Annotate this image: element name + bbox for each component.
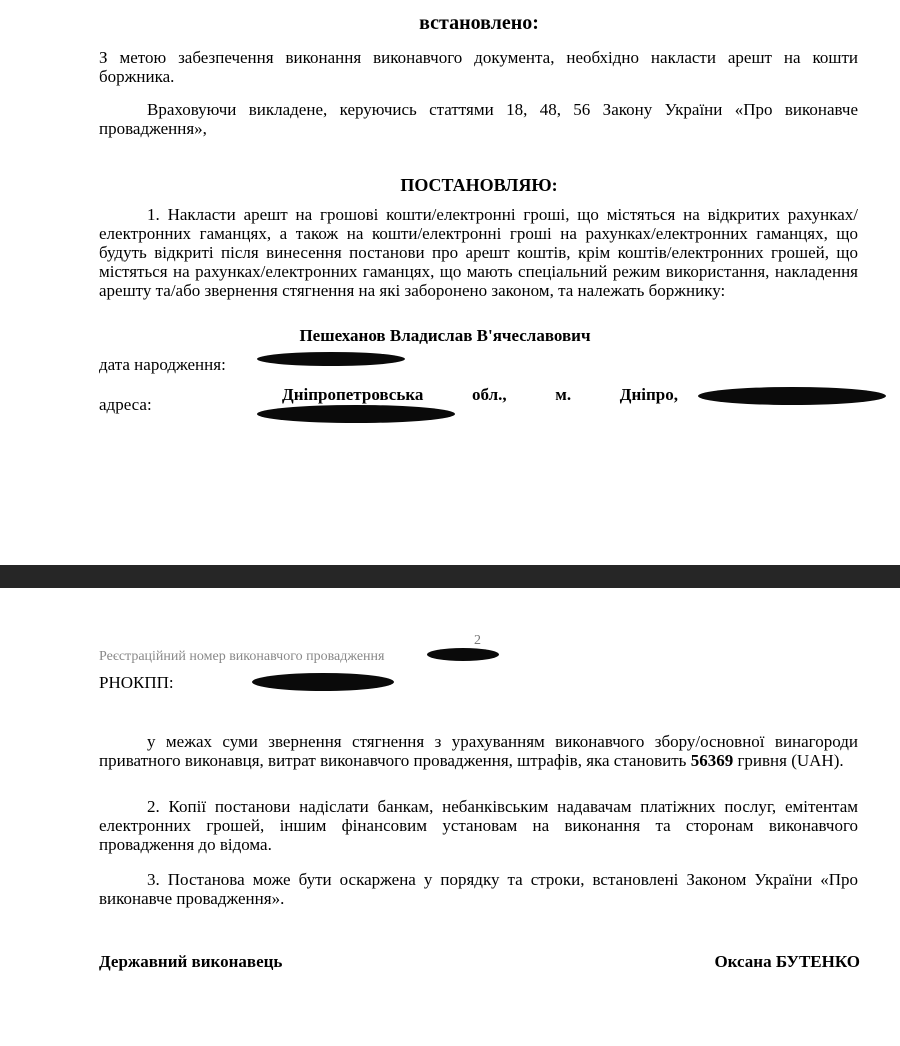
- amount-value: 56369: [690, 751, 734, 770]
- item-3-appeal: 3. Постанова може бути оскаржена у порядку та строки, встановлені Законом України «Про виконавче провадження».: [99, 870, 858, 908]
- page-number: 2: [474, 633, 481, 648]
- amount-text-before: у межах суми звернення стягнення з урахуванням виконавчого збору/основної винагороди приватного виконавця, витрат виконавчого провадження, штрафів, яка становить: [99, 732, 858, 770]
- paragraph-purpose: З метою забезпечення виконання виконавчого документа, необхідно накласти арешт на кошти боржника.: [99, 48, 858, 86]
- redacted-address-street: [698, 387, 886, 405]
- redacted-registration-number: [427, 648, 499, 661]
- heading-resolve: ПОСТАНОВЛЯЮ:: [400, 175, 558, 195]
- document-page-2: [0, 588, 900, 1046]
- item-2-copies: 2. Копії постанови надіслати банкам, небанківським надавачам платіжних послуг, емітентам електронних грошей, іншим фінансовим установам на виконання та сторонам виконавчого провадження до відома.: [99, 797, 858, 854]
- amount-paragraph: [99, 732, 858, 770]
- item-1-arrest: 1. Накласти арешт на грошові кошти/електронні гроші, що містяться на відкритих рахунках/електронних гаманцях, а також на кошти/електронні гроші на рахунках/електронних гаманцях, що будуть відкриті після винесення постанови про арешт коштів, крім коштів/електронних грошей, що містяться на рахунках/електронних гаманцях, що мають спеціальний режим використання, накладення арешту та/або звернення стягнення на які заборонено законом, та належать боржнику:: [99, 205, 858, 300]
- address-label: адреса:: [99, 395, 152, 414]
- birth-date-label: дата народження:: [99, 355, 226, 374]
- heading-established: встановлено:: [419, 12, 539, 34]
- address-value: Дніпропетровська обл., м. Дніпро,: [282, 385, 678, 404]
- redacted-address-building: [257, 405, 455, 423]
- paragraph-considering: Враховуючи викладене, керуючись статтями 18, 48, 56 Закону України «Про виконавче провадження»,: [99, 100, 858, 138]
- amount-text-after: гривня (UAH).: [733, 751, 844, 770]
- page-separator: [0, 565, 900, 588]
- redacted-rnokpp: [252, 673, 394, 691]
- signer-name: Оксана БУТЕНКО: [714, 952, 860, 971]
- registration-number-label: Реєстраційний номер виконавчого провадження: [99, 649, 385, 664]
- rnokpp-label: РНОКПП:: [99, 673, 174, 692]
- signer-position: Державний виконавець: [99, 952, 283, 971]
- redacted-birth-date: [257, 352, 405, 366]
- debtor-name: Пешеханов Владислав В'ячеславович: [299, 326, 591, 345]
